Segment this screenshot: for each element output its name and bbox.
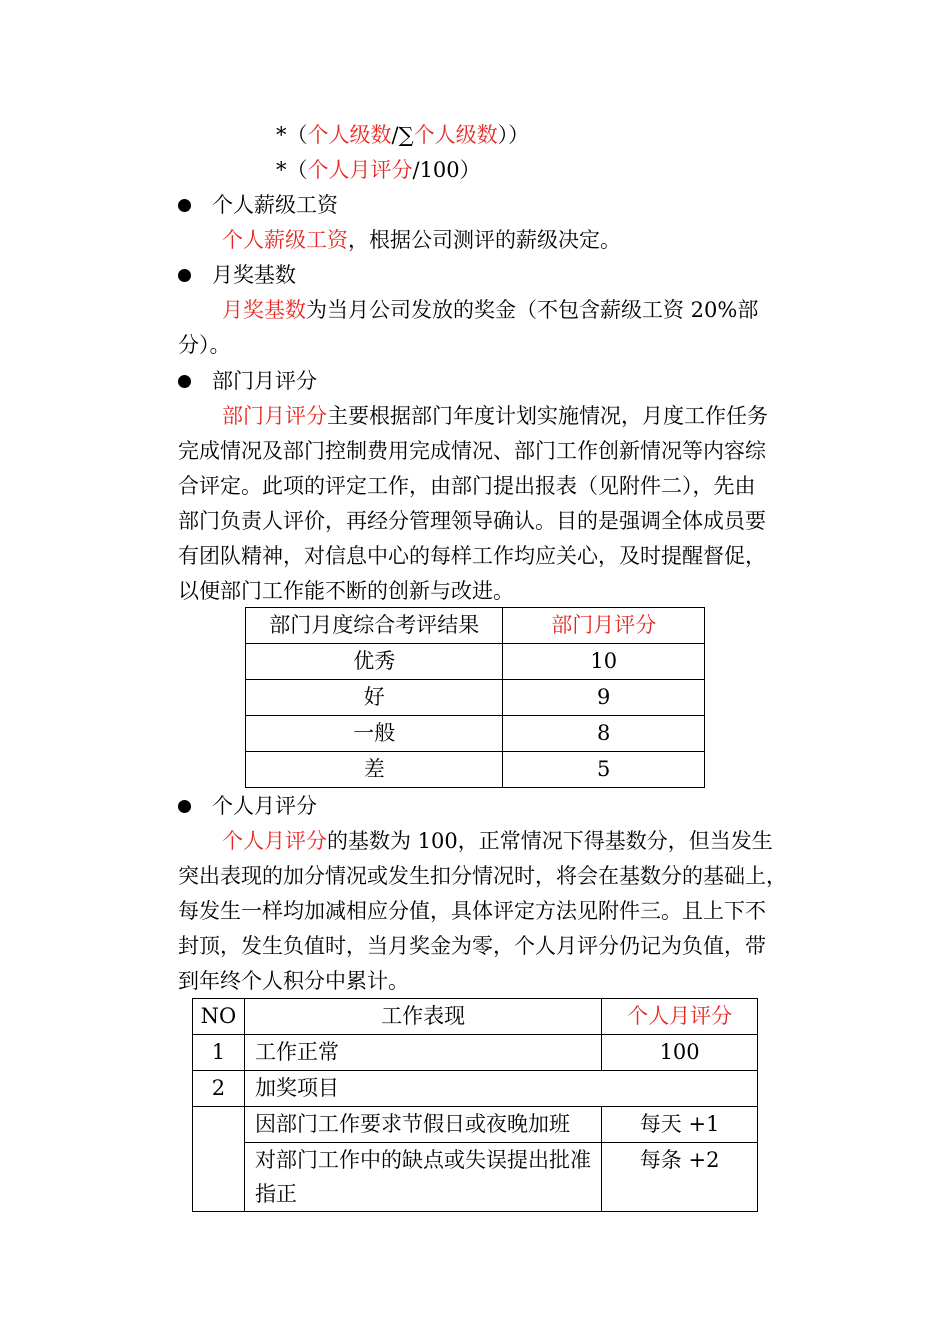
personal-paragraph-line: 突出表现的加分情况或发生扣分情况时，将会在基数分的基础上， <box>178 864 787 888</box>
salary-paragraph <box>222 223 621 258</box>
bonus-paragraph-line: 分）。 <box>178 333 231 357</box>
table-cell: 因部门工作要求节假日或夜晚加班 <box>244 1107 601 1143</box>
highlight-term: 月奖基数 <box>222 298 306 322</box>
bullet-icon <box>178 269 191 282</box>
formula-line-2 <box>276 153 481 188</box>
formula-line-1 <box>276 118 529 153</box>
formula-text: ）） <box>497 123 530 147</box>
table-cell: 2 <box>193 1071 245 1107</box>
table-row <box>246 752 705 788</box>
highlight-term: 个人薪级工资 <box>222 228 348 252</box>
table-header-cell: 个人月评分 <box>602 999 758 1035</box>
paragraph-text: 为当月公司发放的奖金（不包含薪级工资 20%部 <box>306 298 759 322</box>
table-header-row <box>246 608 705 644</box>
personal-paragraph-line <box>222 824 773 859</box>
highlight-term: 个人月评分 <box>222 829 327 853</box>
table-cell: 5 <box>503 752 705 788</box>
highlight-term: 部门月评分 <box>222 404 327 428</box>
table-cell: 10 <box>503 644 705 680</box>
dept-score-table <box>245 607 705 788</box>
formula-text: /∑ <box>391 123 414 147</box>
table-row <box>246 644 705 680</box>
table-row <box>193 1143 758 1212</box>
table-cell: 9 <box>503 680 705 716</box>
table-cell: 100 <box>602 1035 758 1071</box>
dept-paragraph-line: 合评定。此项的评定工作，由部门提出报表（见附件二），先由 <box>178 474 756 498</box>
formula-text: /100） <box>412 158 481 182</box>
personal-paragraph-line: 每发生一样均加减相应分值，具体评定方法见附件三。且上下不 <box>178 899 766 923</box>
table-row <box>193 1107 758 1143</box>
formula-text: *（ <box>276 158 308 182</box>
paragraph-text: ，根据公司测评的薪级决定。 <box>348 228 621 252</box>
bonus-paragraph-line <box>222 293 758 328</box>
paragraph-text: 的基数为 100，正常情况下得基数分，但当发生 <box>327 829 773 853</box>
dept-paragraph-line: 部门负责人评价，再经分管理领导确认。目的是强调全体成员要 <box>178 509 766 533</box>
table-cell: 8 <box>503 716 705 752</box>
section-heading-personal: 个人月评分 <box>212 794 317 818</box>
personal-paragraph-line: 到年终个人积分中累计。 <box>178 969 409 993</box>
bullet-icon <box>178 800 191 813</box>
personal-score-table <box>192 998 758 1212</box>
formula-term: 个人级数 <box>413 123 498 147</box>
table-header-cell: NO <box>193 999 245 1035</box>
table-cell: 差 <box>246 752 503 788</box>
dept-paragraph-line: 以便部门工作能不断的创新与改进。 <box>178 579 514 603</box>
dept-paragraph-line <box>222 399 768 434</box>
table-row <box>193 1035 758 1071</box>
personal-paragraph-line: 封顶，发生负值时，当月奖金为零，个人月评分仍记为负值，带 <box>178 934 766 958</box>
bullet-icon <box>178 199 191 212</box>
table-cell: 每天 +1 <box>602 1107 758 1143</box>
paragraph-text: 主要根据部门年度计划实施情况，月度工作任务 <box>327 404 768 428</box>
dept-paragraph-line: 完成情况及部门控制费用完成情况、部门工作创新情况等内容综 <box>178 439 766 463</box>
table-header-cell: 部门月评分 <box>503 608 705 644</box>
table-row <box>193 1071 758 1107</box>
table-header-cell: 部门月度综合考评结果 <box>246 608 503 644</box>
table-row <box>246 716 705 752</box>
formula-term: 个人级数 <box>307 123 392 147</box>
table-cell: 每条 +2 <box>602 1143 758 1212</box>
dept-paragraph-line: 有团队精神，对信息中心的每样工作均应关心，及时提醒督促， <box>178 544 766 568</box>
table-cell: 1 <box>193 1035 245 1071</box>
section-heading-salary: 个人薪级工资 <box>212 193 338 217</box>
table-cell: 工作正常 <box>244 1035 601 1071</box>
table-row <box>246 680 705 716</box>
section-heading-bonus: 月奖基数 <box>212 263 296 287</box>
section-heading-dept: 部门月评分 <box>212 369 317 393</box>
table-header-row <box>193 999 758 1035</box>
table-cell <box>193 1107 245 1212</box>
table-cell: 加奖项目 <box>244 1071 757 1107</box>
formula-text: *（ <box>276 123 308 147</box>
formula-term: 个人月评分 <box>307 158 413 182</box>
table-cell: 一般 <box>246 716 503 752</box>
table-cell: 好 <box>246 680 503 716</box>
table-cell: 优秀 <box>246 644 503 680</box>
bullet-icon <box>178 375 191 388</box>
table-cell: 对部门工作中的缺点或失误提出批准指正 <box>244 1143 601 1212</box>
table-header-cell: 工作表现 <box>244 999 601 1035</box>
